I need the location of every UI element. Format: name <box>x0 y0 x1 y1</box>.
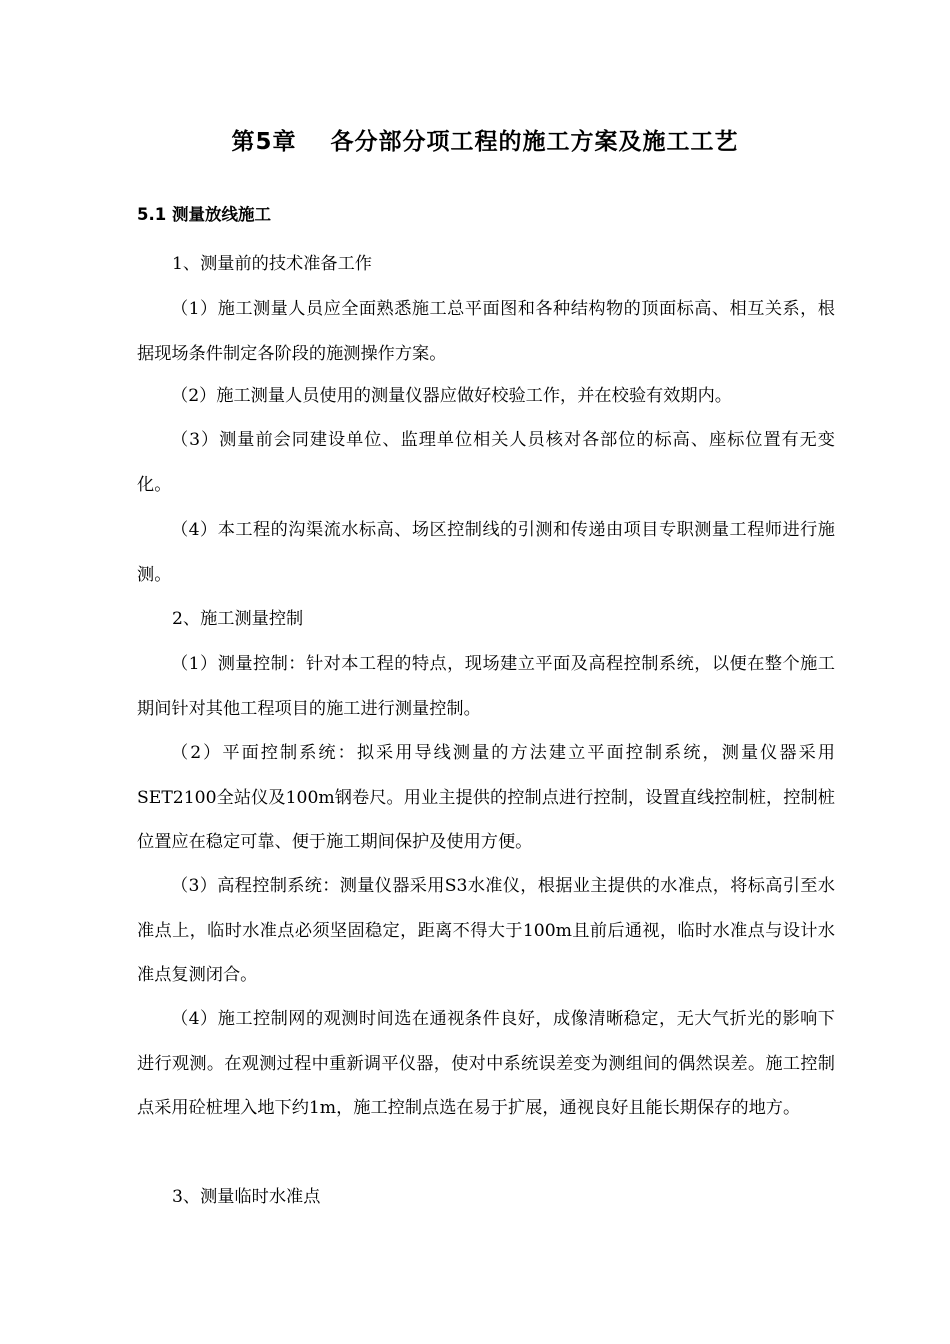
paragraph-1-3: （3）测量前会同建设单位、监理单位相关人员核对各部位的标高、座标位置有无变化。 <box>137 430 835 495</box>
section-title: 5.1 测量放线施工 <box>137 205 271 224</box>
chapter-number: 第5章 <box>231 129 297 155</box>
subheading-3: 3、测量临时水准点 <box>172 1187 321 1207</box>
paragraph-1-2: （2）施工测量人员使用的测量仪器应做好校验工作，并在校验有效期内。 <box>171 386 732 406</box>
paragraph-1-1: （1）施工测量人员应全面熟悉施工总平面图和各种结构物的顶面标高、相互关系，根据现场条件制定各阶段的施测操作方案。 <box>137 299 835 364</box>
subheading-1: 1、测量前的技术准备工作 <box>172 254 372 274</box>
paragraph-2-2: （2）平面控制系统：拟采用导线测量的方法建立平面控制系统，测量仪器采用SET2100全站仪及100m钢卷尺。用业主提供的控制点进行控制，设置直线控制桩，控制桩位置应在稳定可靠、便于施工期间保护及使用方便。 <box>137 743 835 852</box>
paragraph-2-3: （3）高程控制系统：测量仪器采用S3水准仪，根据业主提供的水准点，将标高引至水准点上，临时水准点必须坚固稳定，距离不得大于100m且前后通视，临时水准点与设计水准点复测闭合。 <box>137 876 835 985</box>
subheading-2: 2、施工测量控制 <box>172 609 304 629</box>
paragraph-1-4: （4）本工程的沟渠流水标高、场区控制线的引测和传递由项目专职测量工程师进行施测。 <box>137 520 835 585</box>
paragraph-2-4: （4）施工控制网的观测时间选在通视条件良好，成像清晰稳定，无大气折光的影响下进行观测。在观测过程中重新调平仪器，使对中系统误差变为测组间的偶然误差。施工控制点采用砼桩埋入地下约1m，施工控制点选在易于扩展，通视良好且能长期保存的地方。 <box>137 1009 835 1118</box>
paragraph-2-1: （1）测量控制：针对本工程的特点，现场建立平面及高程控制系统，以便在整个施工期间针对其他工程项目的施工进行测量控制。 <box>137 654 835 719</box>
chapter-name: 各分部分项工程的施工方案及施工工艺 <box>330 129 739 155</box>
chapter-title <box>0 124 950 160</box>
